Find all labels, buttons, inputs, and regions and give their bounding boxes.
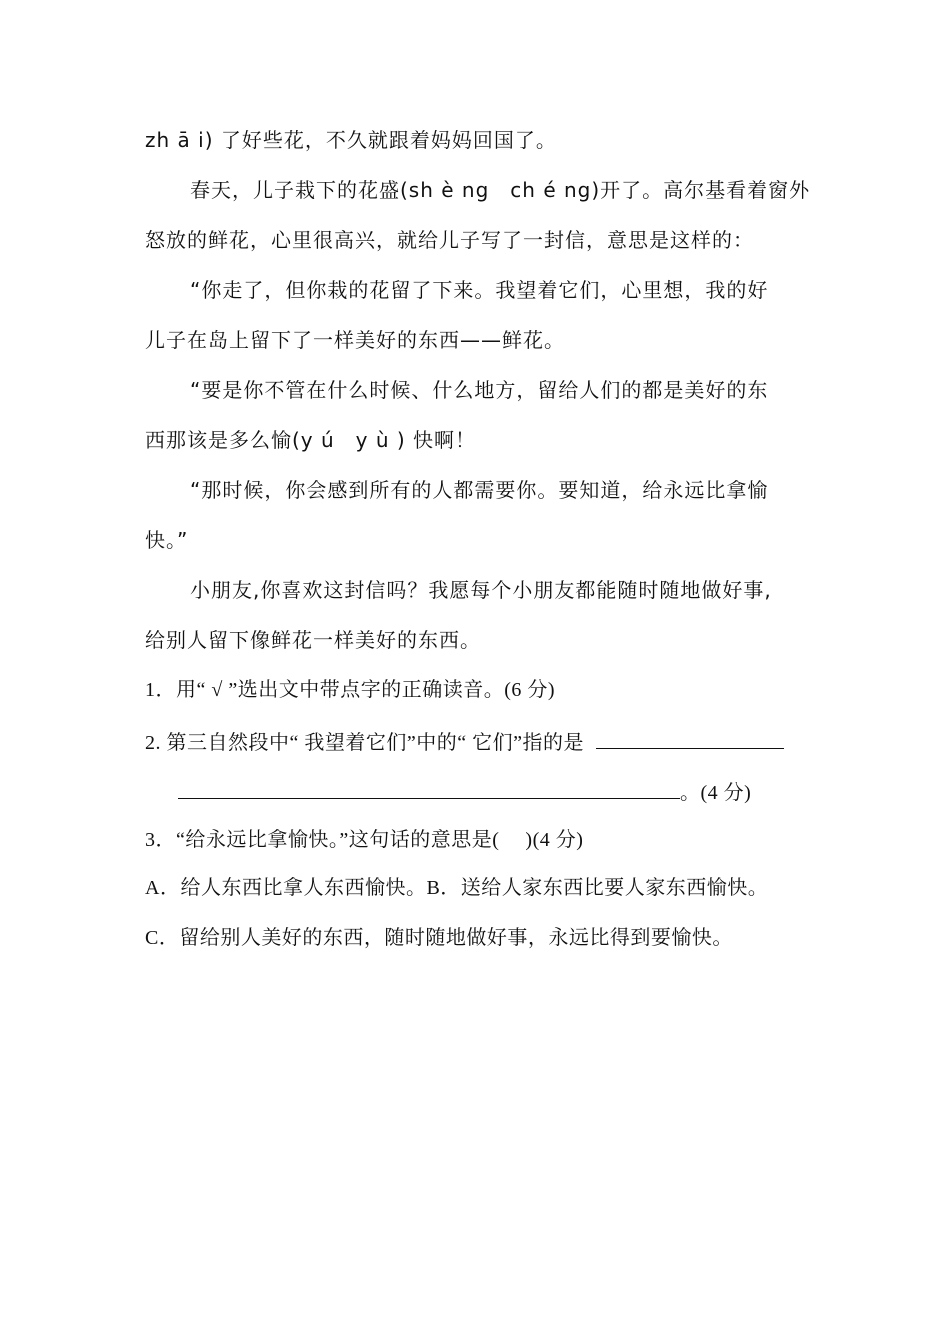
passage-line-1: zh ā i) 了好些花，不久就跟着妈妈回国了。 [145,128,557,152]
passage-line-6: “要是你不管在什么时候、什么地方，留给人们的都是美好的东 [190,378,769,402]
passage-line-9: 快。” [145,528,189,552]
question-3: 3．“给永远比拿愉快。”这句话的意思是( )(4 分) [145,829,584,851]
passage-line-11: 给别人留下像鲜花一样美好的东西。 [145,628,481,652]
passage-line-3: 怒放的鲜花，心里很高兴，就给儿子写了一封信，意思是这样的： [145,228,754,252]
question-2-points: 。(4 分) [680,782,752,804]
passage-line-5: 儿子在岛上留下了一样美好的东西——鲜花。 [145,328,565,352]
passage-line-8: “那时候，你会感到所有的人都需要你。要知道，给永远比拿愉 [190,478,769,502]
passage-line-7: 西那该是多么愉(y ú y ù ) 快啊！ [145,428,477,452]
answer-blank-2a[interactable] [596,728,784,749]
option-a-b: A．给人东西比拿人东西愉快。B．送给人家东西比要人家东西愉快。 [145,877,769,899]
passage-line-4: “你走了，但你栽的花留了下来。我望着它们，心里想，我的好 [190,278,769,302]
passage-line-2: 春天，儿子栽下的花盛(sh è ng ch é ng)开了。高尔基看着窗外 [190,178,811,202]
option-c: C．留给别人美好的东西，随时随地做好事，永远比得到要愉快。 [145,927,733,949]
answer-blank-2b[interactable] [178,778,680,799]
question-1: 1．用“ √ ”选出文中带点字的正确读音。(6 分) [145,679,556,701]
question-2-text: 2. 第三自然段中“ 我望着它们”中的“ 它们”指的是 [145,732,585,754]
passage-line-10: 小朋友,你喜欢这封信吗？我愿每个小朋友都能随时随地做好事, [190,578,772,602]
question-2-continued [178,778,751,805]
question-2 [145,728,784,755]
